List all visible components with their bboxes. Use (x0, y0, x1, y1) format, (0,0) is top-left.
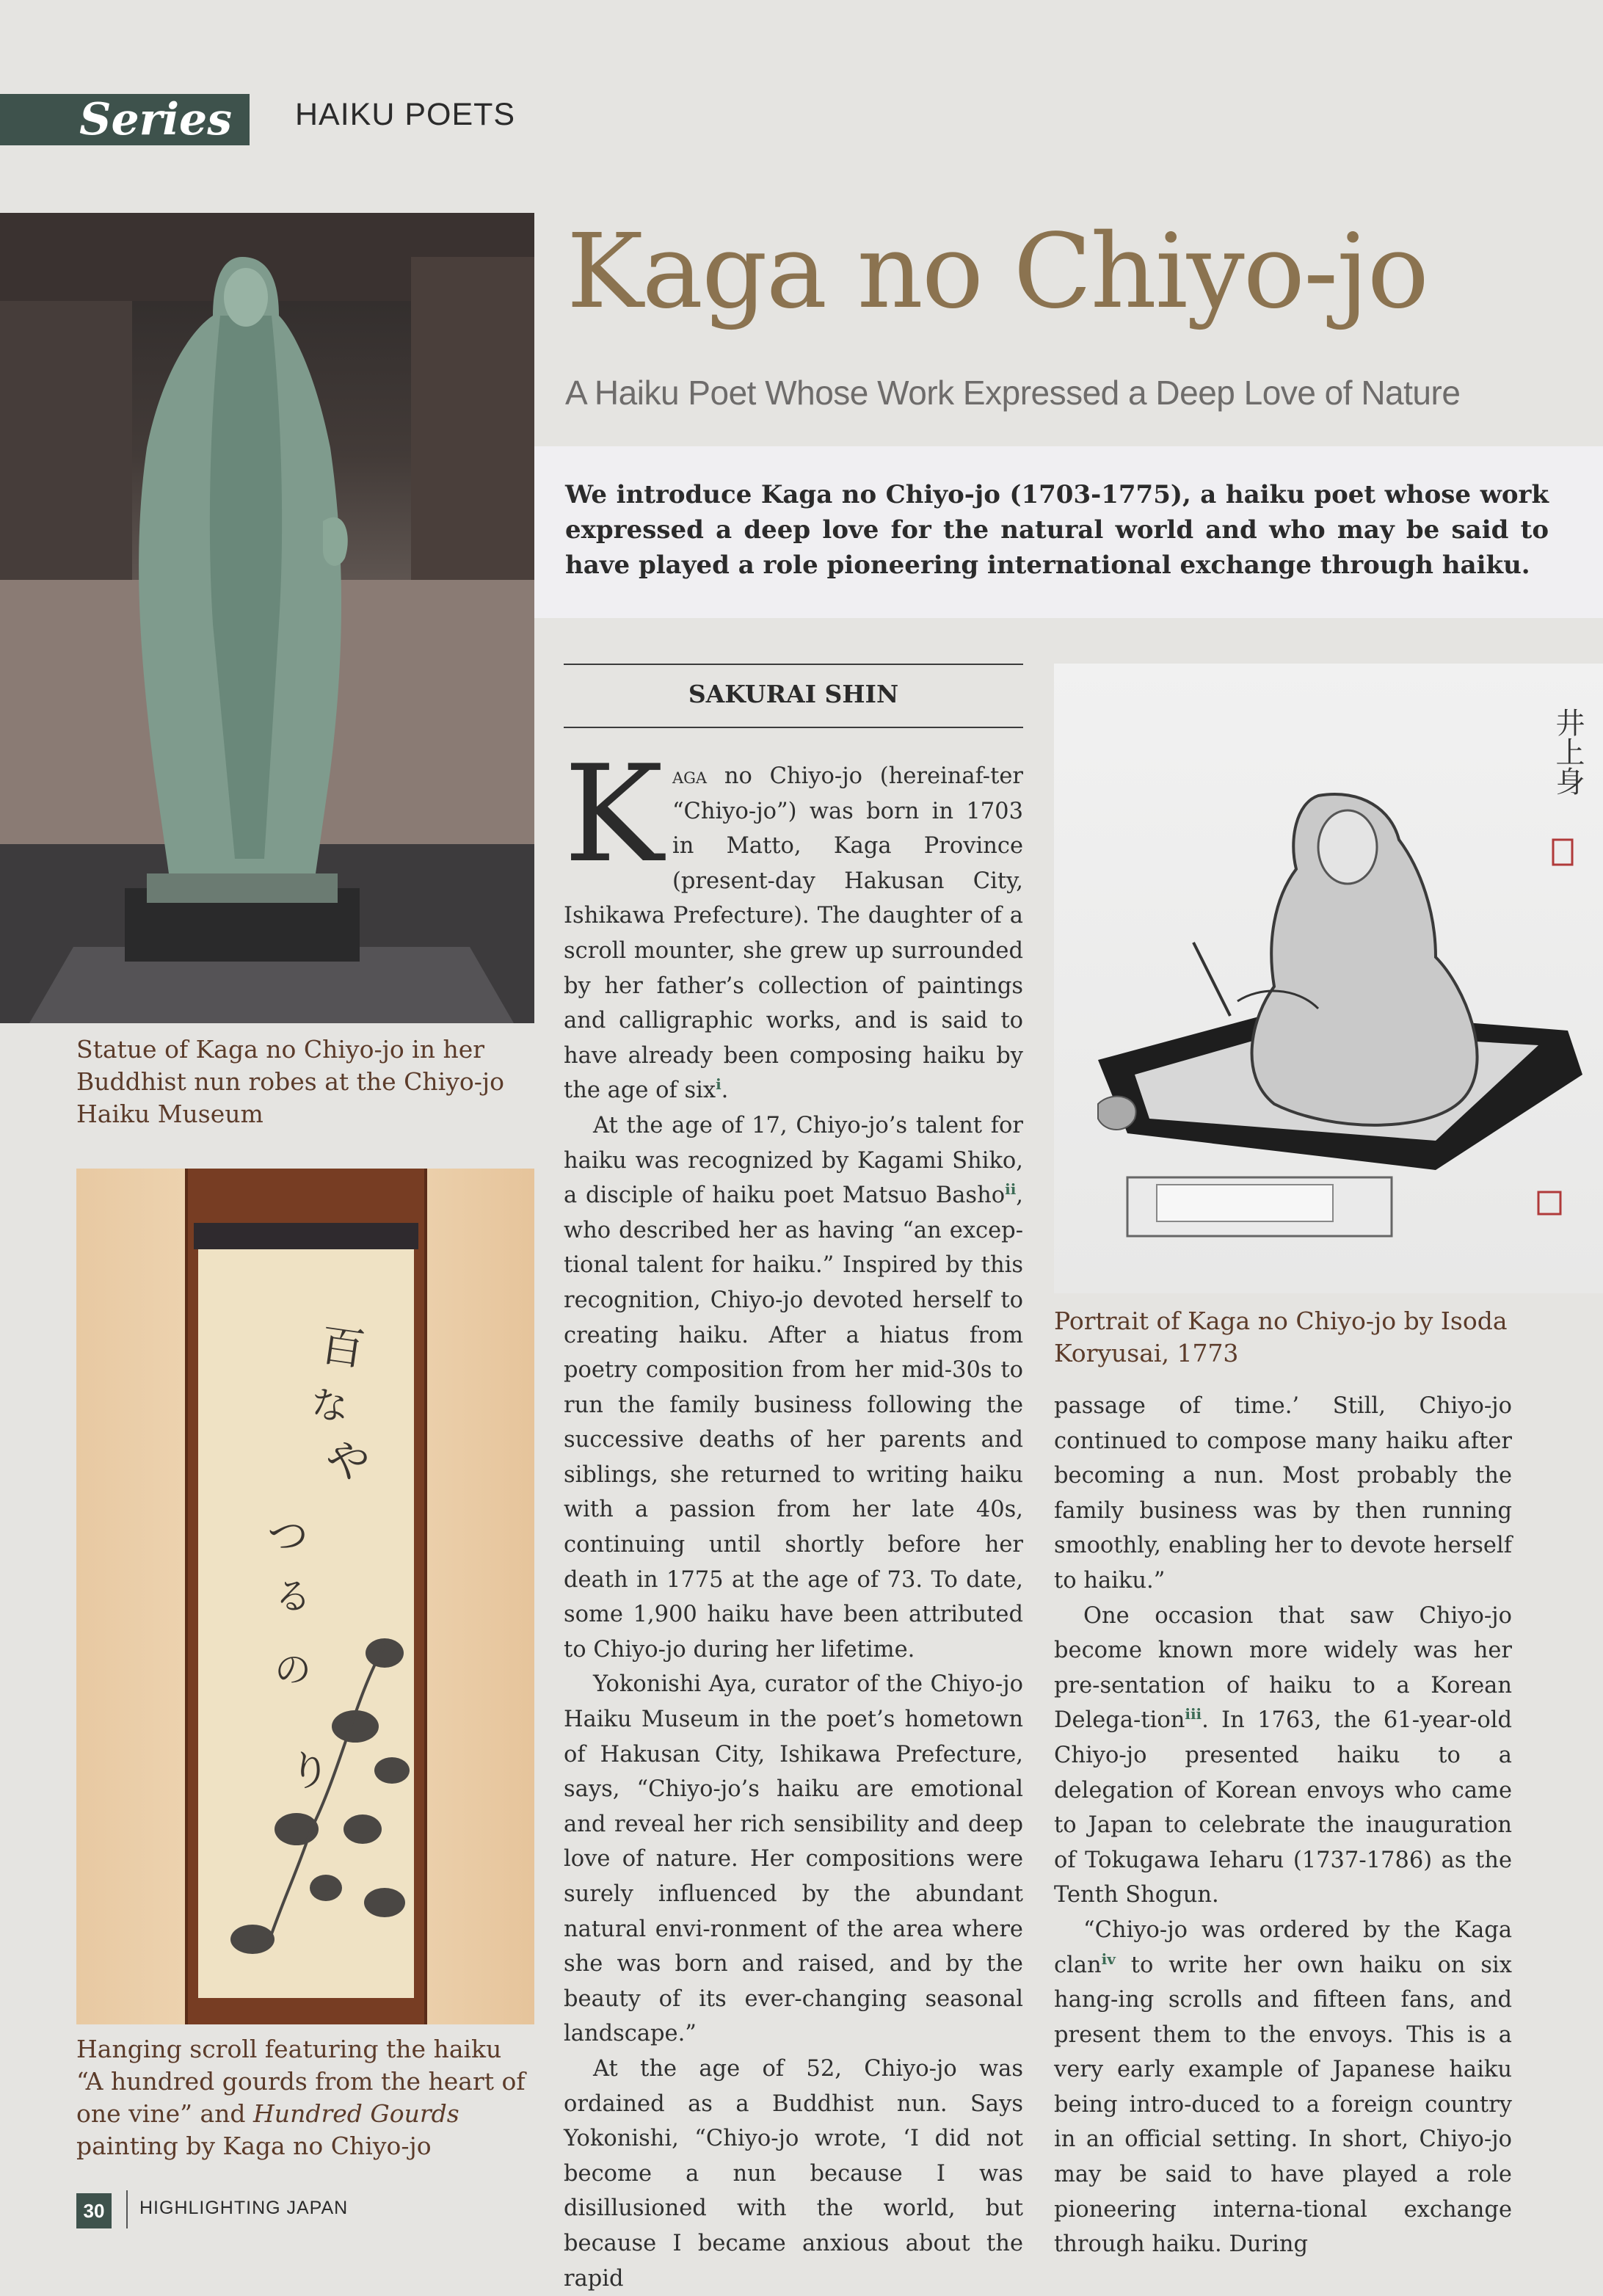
scroll-caption-italic: Hundred Gourds (253, 2099, 459, 2128)
svg-text:り: り (289, 1748, 330, 1795)
svg-text:や: や (326, 1436, 370, 1488)
series-label: Series (79, 94, 232, 145)
footnote-ref-iv[interactable]: iv (1101, 1950, 1116, 1968)
body-column-1 (564, 736, 1023, 2296)
byline: SAKURAI SHIN (688, 680, 899, 708)
scroll-caption-end: painting by Kaga no Chiyo-jo (76, 2132, 432, 2160)
article-subtitle: A Haiku Poet Whose Work Expressed a Deep Love of Nature (565, 374, 1461, 412)
drop-cap-continuation: aga (672, 763, 708, 789)
portrait-photo (1054, 664, 1603, 1293)
scroll-photo (76, 1169, 534, 2024)
paragraph-3: Yokonishi Aya, curator of the Chiyo-jo Haiku Museum in the poet’s hometown of Hakusan City, Ishikawa Prefecture, says, “Chiyo-jo’s haiku are emotional and reveal her rich sensibility and deep love of nature. Her compositions were surely influenced by the abundant natural envi-ronment of the area where she was born and raised, and by the beauty of its ever-changing seasonal landscape.” (564, 1671, 1023, 2047)
body-column-2 (1054, 1389, 1512, 2262)
paragraph-6-text-cont: . In 1763, the 61-year-old Chiyo-jo presented haiku to a delegation of Korean envoys who came to Japan to celebrate the inauguration of Tokugawa Ieharu (1737-1786) as the Tenth Shogun. (1054, 1707, 1512, 1908)
footnote-ref-iii[interactable]: iii (1185, 1705, 1202, 1723)
paragraph-1 (564, 736, 1023, 1108)
svg-text:つ: つ (267, 1513, 308, 1561)
footnote-ref-i[interactable]: i (716, 1075, 721, 1094)
paragraph-1-text: no Chiyo-jo (hereinaf-ter “Chiyo-jo”) was born in 1703 in Matto, Kaga Province (present-day Hakusan City, Ishikawa Prefecture). The daughter of a scroll mounter, she grew up surrounded by her father’s collection of paintings and calligraphic works, and is said to have already been composing haiku by the age of six (564, 763, 1023, 1104)
paragraph-2 (564, 1108, 1023, 1668)
svg-text:の: の (275, 1649, 311, 1691)
drop-cap: K (564, 736, 664, 892)
statue-illustration (0, 213, 534, 1023)
paragraph-7-text: “Chiyo-jo was ordered by the Kaga clan (1054, 1917, 1512, 1978)
series-tag (0, 94, 250, 145)
statue-caption: Statue of Kaga no Chiyo-jo in her Buddhist nun robes at the Chiyo-jo Haiku Museum (76, 1035, 504, 1128)
paragraph-7-text-cont: to write her own haiku on six hang-ing scrolls and fifteen fans, and present them to the envoys. This is a very early example of Japanese haiku being intro-duced to a foreign country in an official setting. In short, Chiyo-jo may be said to have played a role pioneering interna-tional exchange through haiku. During (1054, 1952, 1512, 2258)
svg-text:る: る (275, 1575, 311, 1618)
scroll-caption-text: Hanging scroll featuring the haiku “A hundred gourds from the heart of one vine” and (76, 2035, 526, 2128)
lead-text: We introduce Kaga no Chiyo-jo (1703-1775), a haiku poet whose work expressed a deep love for the natural world and who may be said to have played a role pioneering international exchange through haiku. (565, 480, 1549, 580)
byline-rule-top (564, 664, 1023, 665)
paragraph-4: At the age of 52, Chiyo-jo was ordained as a Buddhist nun. Says Yokonishi, “Chiyo-jo wrote, ‘I did not become a nun because I was disillusioned with the world, but because I became anxious about the rapid (564, 2055, 1023, 2292)
portrait-illustration (1054, 664, 1603, 1293)
article-title: Kaga no Chiyo-jo (567, 212, 1428, 332)
publication-name: HIGHLIGHTING JAPAN (139, 2198, 349, 2218)
portrait-caption: Portrait of Kaga no Chiyo-jo by Isoda Koryusai, 1773 (1054, 1307, 1508, 1367)
paragraph-6 (1054, 1599, 1512, 1913)
series-name: HAIKU POETS (295, 97, 516, 132)
svg-text:井上身: 井上身 (1551, 708, 1585, 796)
scroll-caption (76, 2033, 534, 2162)
paragraph-2-text-cont: , who described her as having “an excep-tional talent for haiku.” Inspired by this recognition, Chiyo-jo devoted herself to creating haiku. After a hiatus from poetry composition from her mid-30s to run the family business following the successive deaths of her parents and siblings, she returned to writing haiku with a passion from her late 40s, continuing until shortly before her death in 1775 at the age of 73. To date, some 1,900 haiku have been attributed to Chiyo-jo during her lifetime. (564, 1182, 1023, 1663)
footer-divider (126, 2190, 128, 2228)
paragraph-2-text: At the age of 17, Chiyo-jo’s talent for haiku was recognized by Kagami Shiko, a disciple of haiku poet Matsuo Basho (564, 1112, 1023, 1209)
page-number: 30 (76, 2193, 112, 2228)
svg-text:百: 百 (316, 1319, 368, 1377)
svg-text:な: な (311, 1384, 348, 1427)
paragraph-5: passage of time.’ Still, Chiyo-jo continued to compose many haiku after becoming a nun. Most probably the family business was by then running smoothly, enabling her to devote herself to haiku.” (1054, 1393, 1512, 1594)
paragraph-1-end: . (721, 1078, 729, 1104)
hanging-scroll-illustration (76, 1169, 534, 2024)
paragraph-7 (1054, 1913, 1512, 2262)
statue-photo (0, 213, 534, 1023)
lead-box (534, 446, 1603, 618)
paragraph-6-text: One occasion that saw Chiyo-jo become known more widely was her pre-sentation of haiku to a Korean Delega-tion (1054, 1602, 1512, 1734)
footnote-ref-ii[interactable]: ii (1005, 1180, 1017, 1198)
byline-rule-bottom (564, 727, 1023, 728)
